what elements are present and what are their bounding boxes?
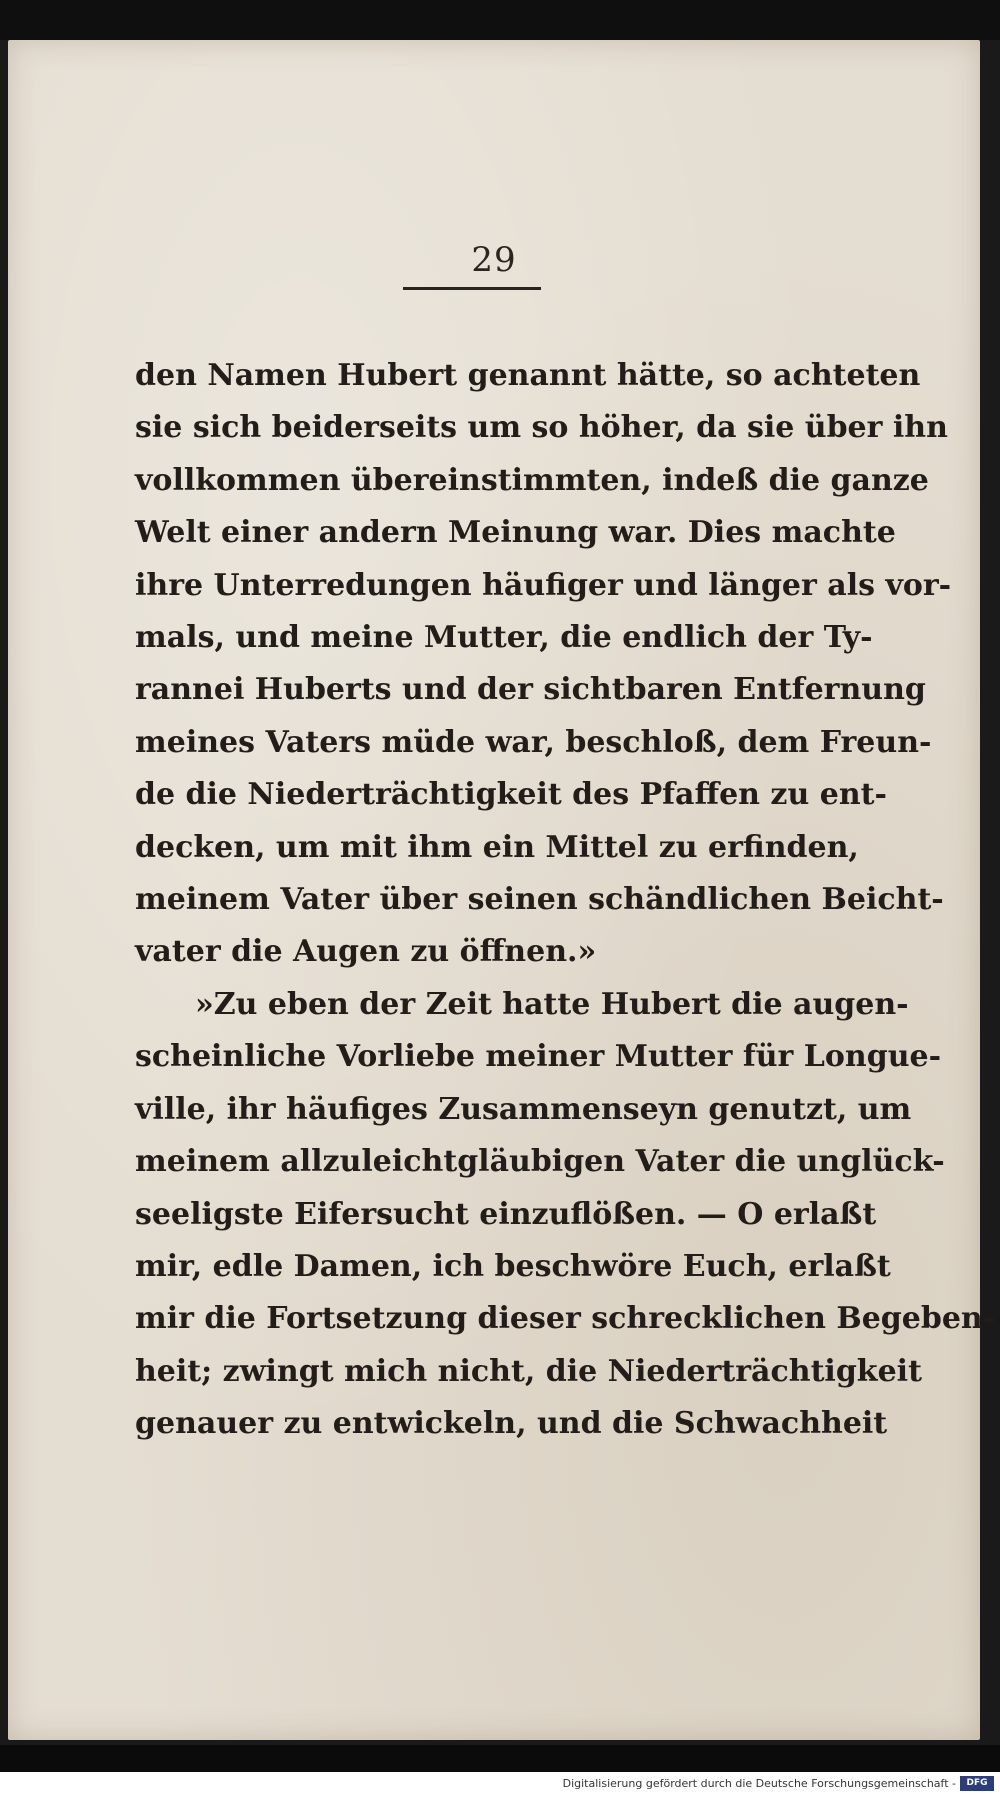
- text-line: mals, und meine Mutter, die endlich der Ty-: [135, 620, 873, 656]
- text-line: scheinliche Vorliebe meiner Mutter für Longue-: [135, 1039, 942, 1075]
- paragraph-start-line: »Zu eben der Zeit hatte Hubert die augen-: [195, 986, 909, 1022]
- funding-credit: Digitalisierung gefördert durch die Deutsche Forschungsgemeinschaft -: [562, 1777, 956, 1790]
- text-line: sie sich beiderseits um so höher, da sie über ihn: [135, 410, 948, 446]
- text-line: vater die Augen zu öffnen.»: [135, 934, 597, 970]
- text-line: mir, edle Damen, ich beschwöre Euch, erlaßt: [135, 1248, 891, 1284]
- scan-bottom-border: [0, 1745, 1000, 1772]
- text-line: meinem Vater über seinen schändlichen Beicht-: [135, 882, 944, 918]
- text-line: rannei Huberts und der sichtbaren Entfernung: [135, 672, 926, 708]
- text-line: Welt einer andern Meinung war. Dies machte: [135, 515, 896, 551]
- text-line: de die Niederträchtigkeit des Pfaffen zu ent-: [135, 777, 887, 813]
- text-line: meines Vaters müde war, beschloß, dem Freun-: [135, 724, 932, 760]
- body-text: [135, 350, 996, 1451]
- text-line: genauer zu entwickeln, und die Schwachheit: [135, 1406, 888, 1442]
- text-line: mir die Fortsetzung dieser schrecklichen Begeben-: [135, 1301, 996, 1337]
- text-line: seeligste Eifersucht einzuflößen. — O erlaßt: [135, 1196, 877, 1232]
- text-line: den Namen Hubert genannt hätte, so achteten: [135, 358, 921, 393]
- dfg-logo: DFG: [960, 1776, 994, 1791]
- scan-top-border: [0, 0, 1000, 40]
- book-page: [8, 40, 996, 1740]
- text-line: ville, ihr häufiges Zusammenseyn genutzt, um: [135, 1091, 912, 1127]
- text-line: ihre Unterredungen häufiger und länger als vor-: [135, 567, 952, 603]
- header-rule: [403, 287, 541, 290]
- text-line: decken, um mit ihm ein Mittel zu erfinden,: [135, 829, 859, 865]
- text-line: vollkommen übereinstimmten, indeß die ganze: [135, 462, 929, 498]
- digitization-footer: [0, 1772, 1000, 1797]
- text-line: heit; zwingt mich nicht, die Niederträchtigkeit: [135, 1353, 922, 1389]
- text-line: meinem allzuleichtgläubigen Vater die unglück-: [135, 1144, 945, 1180]
- page-number: 29: [471, 240, 517, 280]
